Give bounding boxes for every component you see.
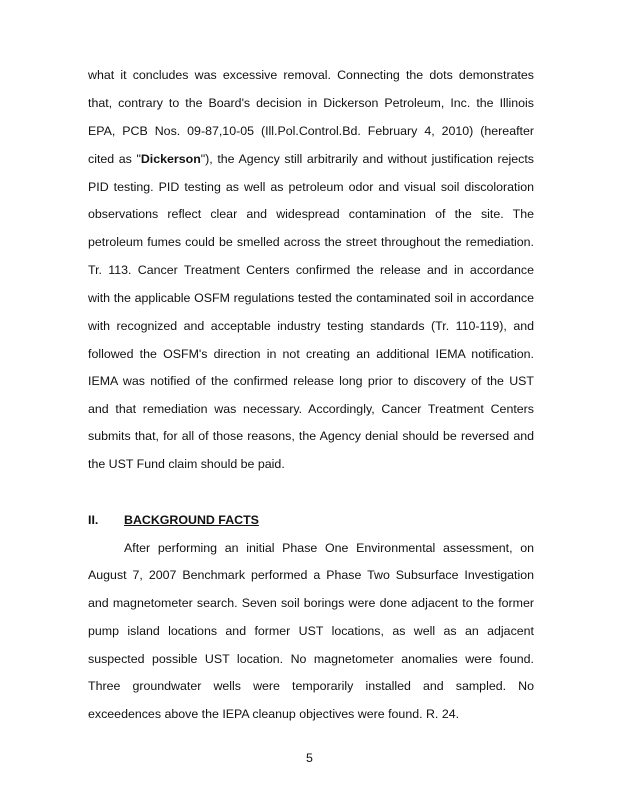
paragraph-line: After performing an initial Phase One Environmental assessment, on (124, 541, 534, 555)
paragraph-line (88, 151, 534, 167)
page-number: 5 (306, 751, 313, 765)
paragraph-line: IEMA was notified of the confirmed release long prior to discovery of the UST (88, 374, 534, 388)
paragraph-line: Three groundwater wells were temporarily installed and sampled. No (88, 679, 534, 693)
paragraph-line: the UST Fund claim should be paid. (88, 457, 285, 471)
paragraph-line: that, contrary to the Board's decision in Dickerson Petroleum, Inc. the Illinois (88, 96, 534, 110)
paragraph-line: Tr. 113. Cancer Treatment Centers confirmed the release and in accordance (88, 263, 534, 277)
paragraph-line: with recognized and acceptable industry testing standards (Tr. 110-119), and (88, 319, 534, 333)
paragraph-line: submits that, for all of those reasons, the Agency denial should be reversed and (88, 429, 534, 443)
paragraph-line: observations reflect clear and widespread contamination of the site. The (88, 207, 534, 221)
paragraph-line: and that remediation was necessary. Accordingly, Cancer Treatment Centers (88, 402, 534, 416)
citation-open: cited as " (88, 152, 141, 166)
section-heading (88, 512, 259, 528)
paragraph-line: what it concludes was excessive removal. Connecting the dots demonstrates (88, 68, 534, 82)
paragraph-line: followed the OSFM's direction in not creating an additional IEMA notification. (88, 347, 534, 361)
paragraph-line: exceedences above the IEPA cleanup objectives were found. R. 24. (88, 707, 460, 721)
paragraph-line: petroleum fumes could be smelled across the street throughout the remediation. (88, 235, 534, 249)
section-number: II. (88, 513, 99, 527)
paragraph-line: EPA, PCB Nos. 09-87,10-05 (Ill.Pol.Control.Bd. February 4, 2010) (hereafter (88, 124, 534, 138)
paragraph-line: pump island locations and former UST locations, as well as an adjacent (88, 624, 534, 638)
paragraph-line: PID testing. PID testing as well as petroleum odor and visual soil discoloration (88, 180, 534, 194)
section-title: BACKGROUND FACTS (124, 513, 259, 527)
case-short-name: Dickerson (140, 152, 201, 166)
citation-rest: "), the Agency still arbitrarily and without justification rejects (200, 152, 534, 166)
paragraph-line: August 7, 2007 Benchmark performed a Phase Two Subsurface Investigation (88, 568, 534, 582)
paragraph-line: and magnetometer search. Seven soil borings were done adjacent to the former (88, 596, 534, 610)
paragraph-line: with the applicable OSFM regulations tested the contaminated soil in accordance (88, 291, 534, 305)
paragraph-line: suspected possible UST location. No magnetometer anomalies were found. (88, 652, 534, 666)
